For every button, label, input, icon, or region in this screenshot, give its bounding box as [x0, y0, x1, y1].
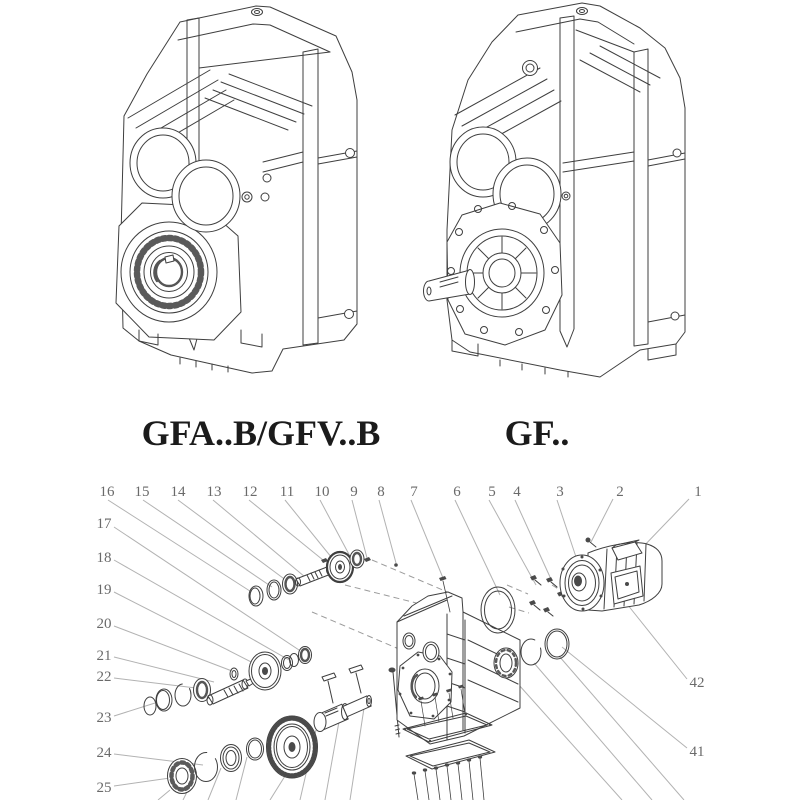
callout-number-18: 18 — [96, 550, 112, 566]
leader-line-1 — [641, 499, 689, 549]
callout-number-7: 7 — [410, 484, 418, 500]
callout-number-16: 16 — [99, 484, 115, 500]
leader-line-25 — [114, 778, 170, 786]
callout-number-10: 10 — [314, 484, 330, 500]
model-label-right: GF.. — [504, 413, 570, 453]
callout-number-8: 8 — [377, 484, 385, 500]
callout-number-4: 4 — [513, 484, 521, 500]
callout-number-9: 9 — [350, 484, 358, 500]
callout-number-17: 17 — [96, 516, 112, 532]
callout-number-20: 20 — [96, 616, 112, 632]
leader-line-23 — [114, 703, 155, 716]
leader-line-3 — [557, 500, 576, 557]
leader-line-42 — [623, 599, 687, 679]
gearbox-drawing-hollow-shaft — [116, 6, 357, 373]
callout-number-1: 1 — [694, 484, 702, 500]
callout-number-42: 42 — [689, 675, 705, 691]
motor-adapter-ring — [481, 587, 515, 633]
callout-number-12: 12 — [242, 484, 258, 500]
leader-line-12 — [249, 500, 323, 560]
cover-plate-part — [406, 740, 495, 800]
gearbox-drawing-solid-shaft — [424, 3, 686, 377]
callout-number-6: 6 — [453, 484, 461, 500]
leader-line-2 — [591, 499, 613, 542]
callout-number-15: 15 — [134, 484, 150, 500]
output-shaft-part — [314, 665, 400, 737]
callout-number-41: 41 — [689, 744, 705, 760]
output-gear-assembly — [168, 716, 318, 794]
shaft-key — [322, 673, 336, 681]
cropped-leader-line-4 — [270, 776, 285, 800]
leader-line-16 — [108, 500, 253, 593]
leader-line-11 — [285, 500, 336, 563]
callout-number-5: 5 — [488, 484, 496, 500]
shaft-key — [349, 665, 363, 673]
leader-line-18 — [114, 560, 289, 660]
callout-number-24: 24 — [96, 745, 112, 761]
leader-line-6 — [455, 500, 500, 595]
leader-line-20 — [114, 626, 232, 671]
cropped-leader-line-10 — [559, 656, 684, 800]
leader-line-4 — [515, 500, 550, 577]
leader-line-8 — [379, 500, 396, 563]
cropped-leader-line-9 — [534, 663, 652, 800]
leader-line-41 — [562, 647, 687, 748]
leader-line-22 — [114, 678, 196, 688]
callout-number-11: 11 — [279, 484, 295, 500]
leader-line-9 — [352, 500, 367, 558]
motor-part — [560, 540, 662, 611]
callout-number-22: 22 — [96, 669, 112, 685]
cropped-leader-line-0 — [158, 790, 170, 800]
leader-line-5 — [489, 500, 536, 585]
callout-number-19: 19 — [96, 582, 112, 598]
callout-number-21: 21 — [96, 648, 112, 664]
motor-flange — [560, 555, 604, 611]
callout-number-2: 2 — [616, 484, 624, 500]
cropped-leader-line-7 — [350, 708, 364, 800]
callout-number-13: 13 — [206, 484, 222, 500]
callout-number-23: 23 — [96, 710, 112, 726]
callout-number-3: 3 — [556, 484, 564, 500]
callout-number-25: 25 — [96, 780, 112, 796]
leader-line-15 — [143, 500, 272, 587]
callout-number-14: 14 — [170, 484, 186, 500]
cropped-leader-line-2 — [208, 768, 221, 800]
leader-line-17 — [114, 527, 302, 652]
cropped-leader-line-8 — [510, 675, 622, 800]
leader-line-7 — [411, 500, 443, 578]
leader-line-19 — [114, 592, 261, 667]
model-label-left: GFA..B/GFV..B — [141, 413, 381, 453]
intermediate-shaft-assembly — [144, 647, 312, 716]
exploded-parts-diagram — [97, 484, 705, 800]
leader-line-13 — [213, 500, 305, 577]
leader-line-21 — [114, 657, 214, 682]
input-shaft-assembly — [249, 550, 398, 606]
leader-line-10 — [320, 500, 352, 560]
leader-line-14 — [178, 500, 287, 581]
